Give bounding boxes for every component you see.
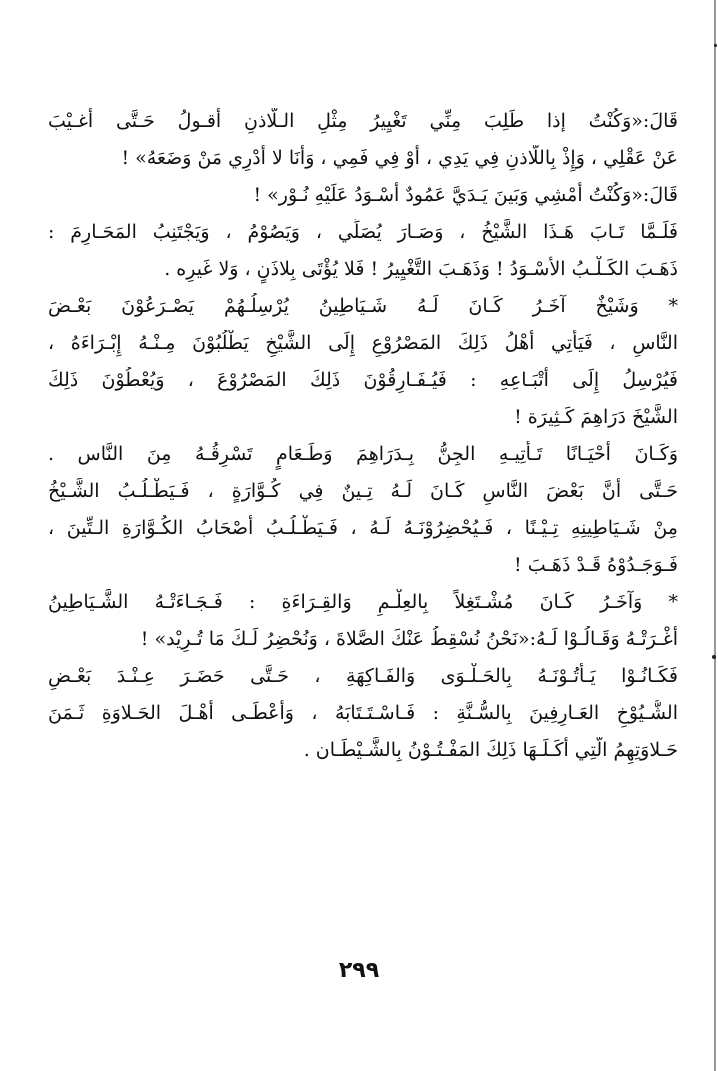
paragraph — [48, 663, 678, 774]
text-line: أَغْـرَتْـهُ وَقَـالُـوْا لَـهُ:«نَحْنُ نُسْقِطُ عَنْكَ الصَّلاةَ ، وَنُحْضِرُ لَـكَ مَا تُـرِيْد» ! — [140, 628, 678, 650]
text-line: * وَآخَـرُ كَـانَ مُشْـتَغِلاً بِالعِلْـمِ وَالقِـرَاءَةِ : فَـجَـاءَتْـهُ الشَّـيَاطِينُ — [48, 591, 678, 613]
text-line: فَلَـمَّا تَـابَ هَـذَا الشَّيْخُ ، وَصَـارَ يُصَلِّي ، وَيَصُوْمُ ، وَيَجْتَنِبُ المَحَـارِمَ : — [48, 221, 678, 243]
text-line: قَالَ:«وَكُنْتُ أَمْشِي وَبَينَ يَـدَيَّ عَمُودٌ أَسْـوَدُ عَلَيْهِ نُـوْر» ! — [253, 184, 678, 206]
paragraph — [48, 441, 678, 589]
text-line: مِنْ شَـيَاطِينِهِ تِـيْـنًا ، فَـيُحْضِرُوْنَـهُ لَـهُ ، فَـيَطْـلُـبُ أَصْحَابُ الكُـوَّارَةِ الـتِّينَ ، — [48, 517, 678, 539]
text-line: فَيُرْسِلُ إِلَى أَتْبَـاعِهِ : فَيُـفَـارِقُوْنَ ذَلِكَ المَصْرُوْعَ ، وَيُعْطُوْنَ ذَلِكَ — [48, 369, 678, 391]
text-line: حَـلاوَتِهِمُ الَّتِي أَكَـلَـهَا ذَلِكَ المَفْـتُـوْنُ بِالشَّـيْطَـان . — [303, 739, 678, 761]
text-line: حَـتَّى أَنَّ بَعْضَ النَّاسِ كَـانَ لَـهُ تِـينٌ فِي كُـوَّارَةٍ ، فَـيَطْـلُـبُ الشَّـيْخُ — [48, 480, 678, 502]
paragraph — [48, 589, 678, 663]
text-line: النَّاسِ ، فَيَأْتِي أَهْلُ ذَلِكَ المَصْرُوْعِ إِلَى الشَّيْخِ يَطْلُبُوْنَ مِـنْـهُ إِبْـرَاءَهُ ، — [48, 332, 678, 354]
text-line: فَكَـانُـوْا يَـأْتُـوْنَـهُ بِالحَـلْـوَى وَالفَـاكِهَةِ ، حَـتَّى حَضَـرَ عِـنْـدَ بَعْـضِ — [48, 665, 678, 687]
text-line: وَكَـانَ أَحْيَـانًا تَـأْتِيـهِ الجِنُّ بِـدَرَاهِمَ وَطَـعَامٍ تَسْرِقُـهُ مِنَ النَّاس . — [48, 443, 678, 465]
paragraph — [48, 293, 678, 441]
margin-dot — [712, 655, 716, 659]
text-line: * وَشَيْخٌ آخَـرُ كَـانَ لَـهُ شَـيَاطِينُ يُرْسِلُـهُمْ يَصْـرَعُوْنَ بَعْـضَ — [48, 295, 678, 317]
page-number: ٢٩٩ — [338, 958, 380, 983]
page-text — [48, 108, 678, 774]
text-line: قَالَ:«وَكُنْتُ إذا طَلِبَ مِنِّي تَغْيِيرُ مِثْلِ الـلّاذنِ أقـولُ حَـتَّى أغـيْبَ — [48, 110, 678, 132]
text-line: الشُّـيُوْخِ العَـارِفِينَ بِالسُّـنَّةِ : فَـاسْـتَـتَابَهُ ، وَأَعْطَـى أَهْـلَ الحَـلاوَةِ ثَـمَنَ — [48, 702, 678, 724]
page-edge-line — [714, 0, 716, 1071]
text-line: ذَهَـبَ الكَـلْـبُ الأَسْـوَدُ ! وَذَهَـبَ التَّغْيِيرُ ! فَلا يُؤْتَى بِلاذَنٍ ، وَلا غَيرِه . — [164, 258, 678, 280]
text-line: فَـوَجَـدُوْهُ قَـدْ ذَهَـبَ ! — [514, 554, 678, 576]
text-line: عَنْ عَقْلِي ، وَإِذْ بِاللَّاذنِ فِي يَدِي ، أَوْ فِي فَمِي ، وَأَنَا لا أَدْرِي مَنْ وَضَعَهُ» ! — [121, 147, 678, 169]
paragraph — [48, 219, 678, 293]
paragraph — [48, 108, 678, 182]
margin-dot-upper — [714, 44, 717, 47]
paragraph — [48, 182, 678, 219]
text-line: الشَّيْخَ دَرَاهِمَ كَـثِيرَة ! — [514, 406, 678, 428]
